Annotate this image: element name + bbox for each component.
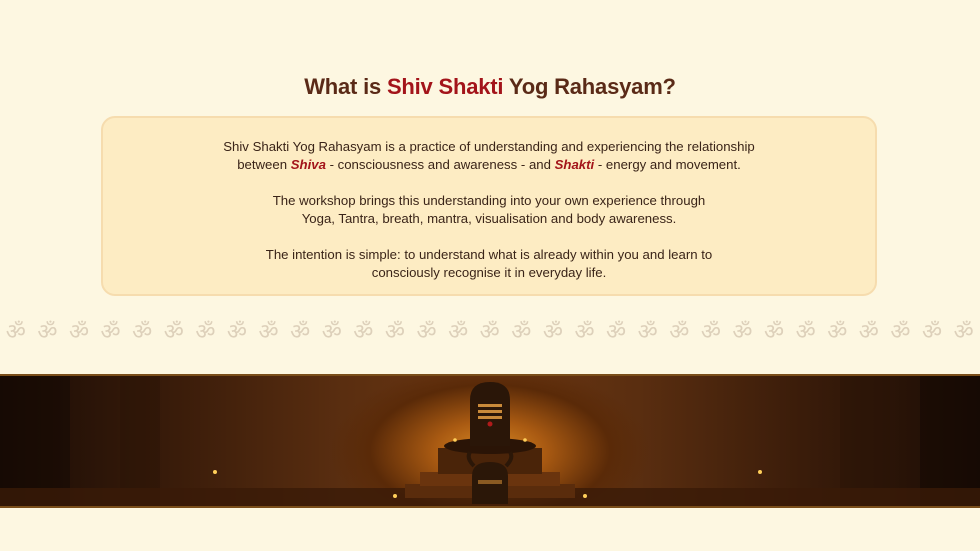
p1-line1: Shiv Shakti Yog Rahasyam is a practice of understanding and experiencing the relationship (223, 139, 755, 154)
om-icon: ॐ (953, 320, 974, 345)
om-icon: ॐ (542, 320, 563, 345)
paragraph-2 (103, 192, 875, 228)
shiva-highlight: Shiva (290, 157, 326, 172)
p1-line2-end: - energy and movement. (594, 157, 741, 172)
om-icon: ॐ (732, 320, 753, 345)
p1-line2-start: between (237, 157, 291, 172)
p2-line1: The workshop brings this understanding into your own experience through (272, 193, 706, 208)
om-decoration-row (0, 318, 980, 348)
paragraph-3 (103, 246, 875, 282)
paragraph-1 (103, 138, 875, 174)
p2-line2: Yoga, Tantra, breath, mantra, visualisation and body awareness. (301, 211, 677, 226)
om-icon: ॐ (448, 320, 469, 345)
om-icon: ॐ (827, 320, 848, 345)
om-icon: ॐ (637, 320, 658, 345)
description-card (101, 116, 877, 296)
om-icon: ॐ (100, 320, 121, 345)
om-icon: ॐ (290, 320, 311, 345)
om-icon: ॐ (921, 320, 943, 345)
om-icon: ॐ (764, 320, 785, 345)
om-icon: ॐ (353, 320, 374, 345)
p1-line2-mid: - consciousness and awareness - and (325, 157, 555, 172)
om-icon: ॐ (574, 320, 595, 345)
om-icon: ॐ (163, 320, 184, 345)
om-icon: ॐ (5, 320, 26, 345)
om-icon: ॐ (479, 320, 500, 345)
om-icon: ॐ (606, 320, 627, 345)
shiva-lingam-nandi-image (0, 376, 980, 506)
om-icon: ॐ (669, 320, 690, 345)
banner-image (0, 374, 980, 508)
om-icon: ॐ (226, 320, 247, 345)
om-icon: ॐ (890, 320, 911, 345)
om-icon: ॐ (68, 320, 90, 345)
om-icon: ॐ (258, 320, 279, 345)
om-icon: ॐ (858, 320, 879, 345)
om-icon: ॐ (195, 320, 216, 345)
title-prefix: What is (304, 74, 387, 99)
om-icon: ॐ (511, 320, 532, 345)
shakti-highlight: Shakti (554, 157, 595, 172)
title-suffix: Yog Rahasyam? (503, 74, 676, 99)
title-accent: Shiv Shakti (386, 74, 504, 99)
om-icon: ॐ (384, 320, 405, 345)
om-icon: ॐ (321, 320, 342, 345)
om-icon: ॐ (700, 320, 721, 345)
p3-line2: consciously recognise it in everyday life. (371, 265, 607, 280)
om-icon: ॐ (795, 320, 816, 345)
om-icon: ॐ (37, 320, 58, 345)
om-icon: ॐ (132, 320, 153, 345)
p3-line1: The intention is simple: to understand what is already within you and learn to (265, 247, 713, 262)
om-icon: ॐ (416, 320, 437, 345)
page-title (0, 74, 980, 100)
